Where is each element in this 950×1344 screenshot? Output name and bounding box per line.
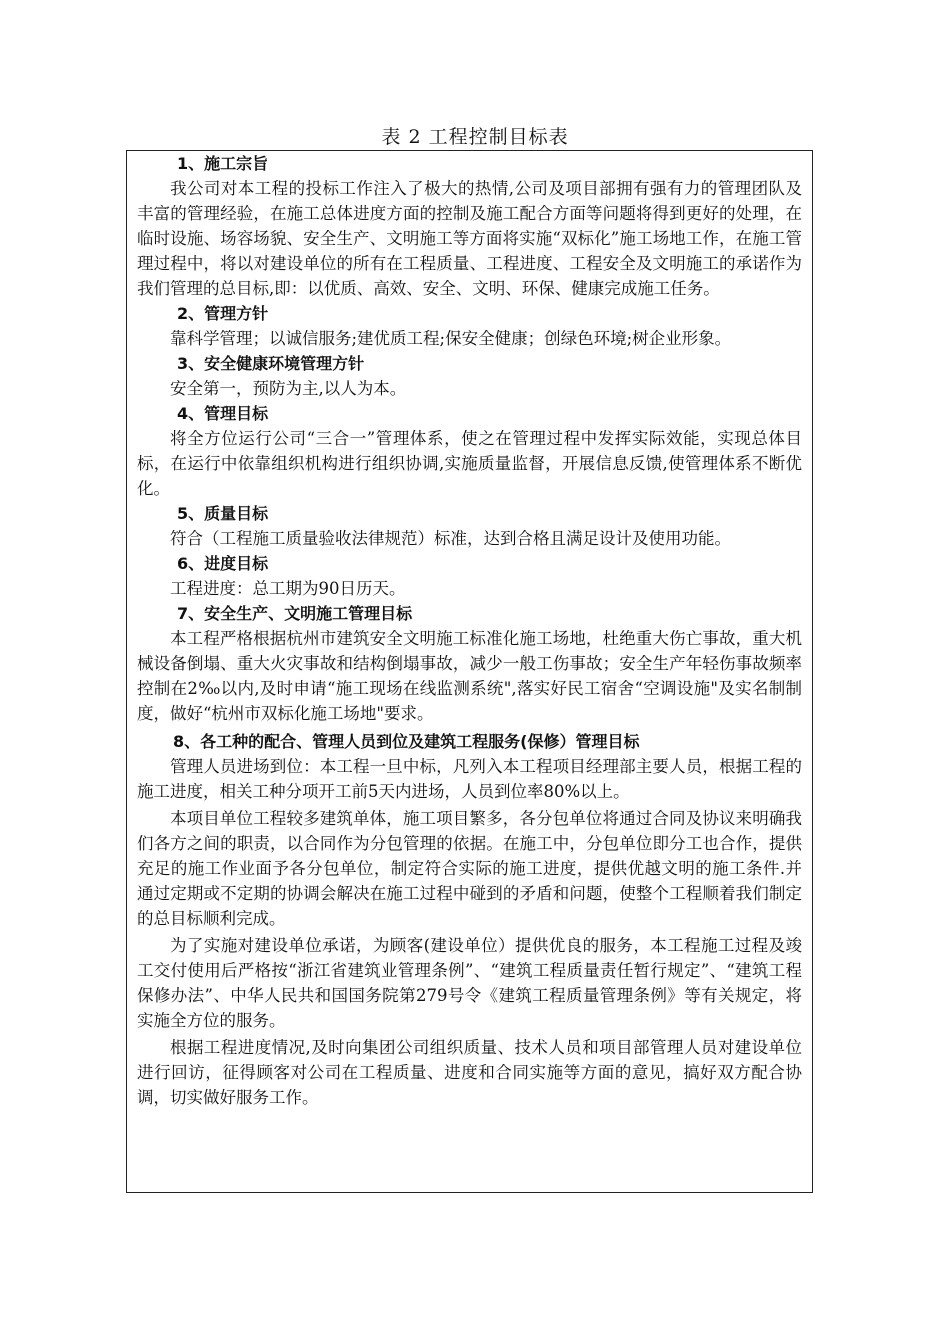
section-paragraph: 为了实施对建设单位承诺，为顾客(建设单位）提供优良的服务，本工程施工过程及竣工交付使用后严格按“浙江省建筑业管理条例”、“建筑工程质量责任暂行规定”、“建筑工程保修办法”、中华人民共和国国务院第279号令《建筑工程质量管理条例》等有关规定，将实施全方位的服务。 xyxy=(137,936,802,1030)
section-heading-construction-purpose: 1、施工宗旨 xyxy=(177,154,269,173)
section-paragraph: 本项目单位工程较多建筑单体，施工项目繁多，各分包单位将通过合同及协议来明确我们各方之间的职责，以合同作为分包管理的依据。在施工中，分包单位即分工也合作，提供充足的施工作业面予各分包单位，制定符合实际的施工进度，提供优越文明的施工条件.并通过定期或不定期的协调会解决在施工过程中碰到的矛盾和问题，使整个工程顺着我们制定的总目标顺利完成。 xyxy=(137,809,802,928)
section-paragraph: 本工程严格根据杭州市建筑安全文明施工标准化施工场地，杜绝重大伤亡事故，重大机械设备倒塌、重大火灾事故和结构倒塌事故，减少一般工伤事故；安全生产年轻伤事故频率控制在2‰以内,及时申请“施工现场在线监测系统",落实好民工宿舍“空调设施"及实名制制度，做好“杭州市双标化施工场地"要求。 xyxy=(137,629,802,723)
section-heading-schedule-goals: 6、进度目标 xyxy=(177,554,269,573)
section-paragraph: 安全第一，预防为主,以人为本。 xyxy=(170,379,407,398)
section-paragraph: 工程进度：总工期为90日历天。 xyxy=(170,579,406,598)
section-heading-quality-goals: 5、质量目标 xyxy=(177,504,269,523)
section-paragraph: 符合（工程施工质量验收法律规范）标准，达到合格且满足设计及使用功能。 xyxy=(170,529,731,548)
section-paragraph: 根据工程进度情况,及时向集团公司组织质量、技术人员和项目部管理人员对建设单位进行回访，征得顾客对公司在工程质量、进度和合同实施等方面的意见，搞好双方配合协调，切实做好服务工作。 xyxy=(137,1038,802,1107)
section-heading-safety-civilized-construction: 7、安全生产、文明施工管理目标 xyxy=(177,604,413,623)
section-heading-safety-health-environment-policy: 3、安全健康环境管理方针 xyxy=(177,354,365,373)
section-paragraph: 我公司对本工程的投标工作注入了极大的热情,公司及项目部拥有强有力的管理团队及丰富的管理经验，在施工总体进度方面的控制及施工配合方面等问题将得到更好的处理，在临时设施、场容场貌、安全生产、文明施工等方面将实施“双标化”施工场地工作，在施工管理过程中，将以对建设单位的所有在工程质量、工程进度、工程安全及文明施工的承诺作为我们管理的总目标,即：以优质、高效、安全、文明、环保、健康完成施工任务。 xyxy=(137,179,802,298)
section-paragraph: 靠科学管理；以诚信服务;建优质工程;保安全健康；创绿色环境;树企业形象。 xyxy=(170,329,732,348)
section-heading-coordination-service-goals: 8、各工种的配合、管理人员到位及建筑工程服务(保修）管理目标 xyxy=(173,732,640,751)
section-heading-management-policy: 2、管理方针 xyxy=(177,304,269,323)
section-paragraph: 将全方位运行公司“三合一”管理体系，使之在管理过程中发挥实际效能，实现总体目标，在运行中依靠组织机构进行组织协调,实施质量监督，开展信息反馈,使管理体系不断优化。 xyxy=(137,429,802,498)
section-heading-management-goals: 4、管理目标 xyxy=(177,404,269,423)
section-paragraph: 管理人员进场到位：本工程一旦中标，凡列入本工程项目经理部主要人员，根据工程的施工进度，相关工种分项开工前5天内进场，人员到位率80%以上。 xyxy=(137,757,802,801)
page-title: 表 2 工程控制目标表 xyxy=(381,126,569,148)
goal-table-cell xyxy=(126,150,813,1193)
